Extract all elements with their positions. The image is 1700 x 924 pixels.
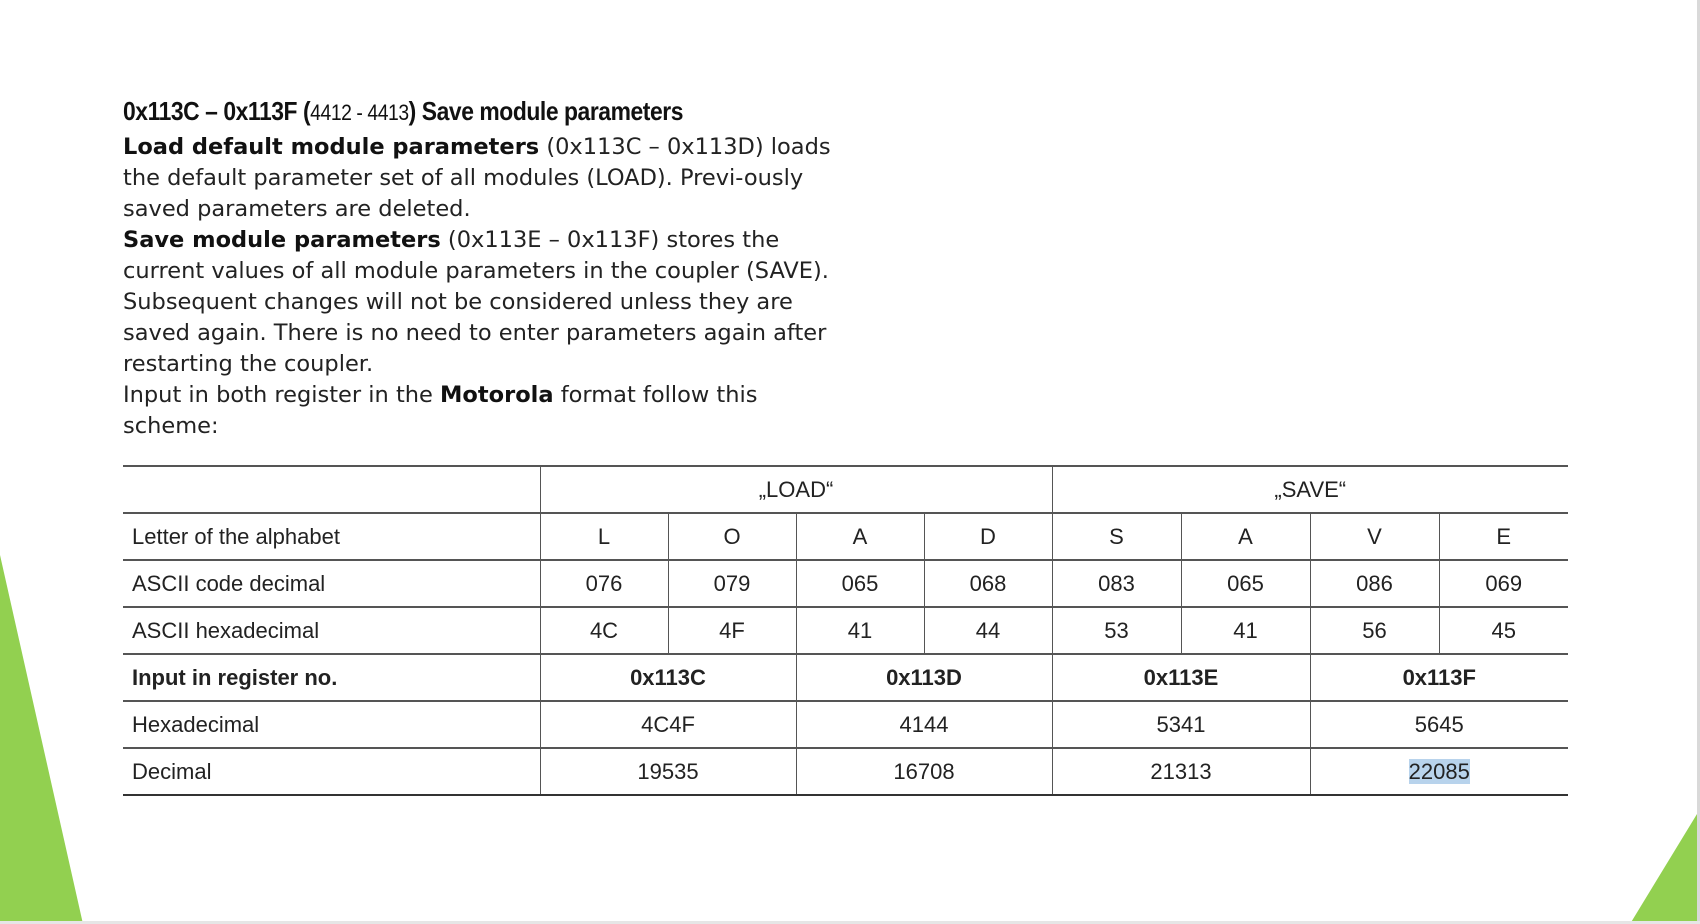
table-row-decimal [123,748,1568,795]
table-cell: 4C [540,607,668,654]
table-cell: 41 [1181,607,1310,654]
green-accent-right [1590,784,1700,924]
table-cell: 068 [924,560,1052,607]
heading-register-range: 0x113C – 0x113F [123,96,298,126]
motorola-label: Motorola [440,382,554,408]
table-row-ascii-hex [123,607,1568,654]
header-empty-cell [123,466,540,513]
load-label: Load default module parameters [123,134,540,160]
input-text-b: format follow this scheme: [123,382,758,439]
table-cell: 079 [668,560,796,607]
table-cell: A [796,513,924,560]
table-cell: 0x113C [540,654,796,701]
table-cell: 065 [796,560,924,607]
table-cell: A [1181,513,1310,560]
table-cell: 53 [1052,607,1181,654]
table-cell: 45 [1439,607,1568,654]
heading-decimal-open: ( [302,96,311,126]
table-cell: 069 [1439,560,1568,607]
table-cell: 44 [924,607,1052,654]
row-label: Hexadecimal [123,701,540,748]
heading-title: Save module parameters [421,96,683,126]
table-cell: 0x113E [1052,654,1310,701]
load-text: (0x113C – 0x113D) loads the default parameter set of all modules (LOAD). Previ-ously saved parameters are deleted. [123,134,831,222]
table-cell: 083 [1052,560,1181,607]
table-row-register [123,654,1568,701]
table-cell: E [1439,513,1568,560]
table-cell: 065 [1181,560,1310,607]
table-cell: O [668,513,796,560]
selected-text[interactable]: 22085 [1408,758,1470,784]
table-cell: 4C4F [540,701,796,748]
table-cell: 0x113D [796,654,1052,701]
table-row-hexadecimal [123,701,1568,748]
table-cell: 076 [540,560,668,607]
row-label: Letter of the alphabet [123,513,540,560]
save-text: (0x113E – 0x113F) stores the current values of all module parameters in the coupler (SAVE). Subsequent changes will not be considered unless they are saved again. There is no need to enter parameters again after restarting the coupler. [123,227,829,377]
table-cell: 4F [668,607,796,654]
table-row-letter [123,513,1568,560]
description-paragraph [123,132,843,442]
save-label: Save module parameters [123,227,441,253]
table-cell: V [1310,513,1439,560]
row-label: ASCII hexadecimal [123,607,540,654]
heading-decimal-range: 4412 - 4413 [310,100,409,125]
table-cell: 5645 [1310,701,1568,748]
table-row-ascii-decimal [123,560,1568,607]
heading-decimal-close: ) [408,96,416,126]
table-cell: 16708 [796,748,1052,795]
register-table [123,465,1568,796]
header-load: „LOAD“ [540,466,1052,513]
input-text-a: Input in both register in the [123,382,441,408]
table-cell: 0x113F [1310,654,1568,701]
table-cell: 086 [1310,560,1439,607]
table-cell: 4144 [796,701,1052,748]
row-label: Decimal [123,748,540,795]
row-label: ASCII code decimal [123,560,540,607]
header-save: „SAVE“ [1052,466,1568,513]
green-accent-left [0,0,90,924]
table-cell: D [924,513,1052,560]
table-cell: 5341 [1052,701,1310,748]
table-cell: 56 [1310,607,1439,654]
row-label: Input in register no. [123,654,540,701]
table-header-row [123,466,1568,513]
table-cell: 19535 [540,748,796,795]
table-cell: L [540,513,668,560]
table-cell: 41 [796,607,924,654]
table-cell-highlighted[interactable] [1310,748,1568,795]
section-heading [123,96,683,127]
table-cell: S [1052,513,1181,560]
table-cell: 21313 [1052,748,1310,795]
